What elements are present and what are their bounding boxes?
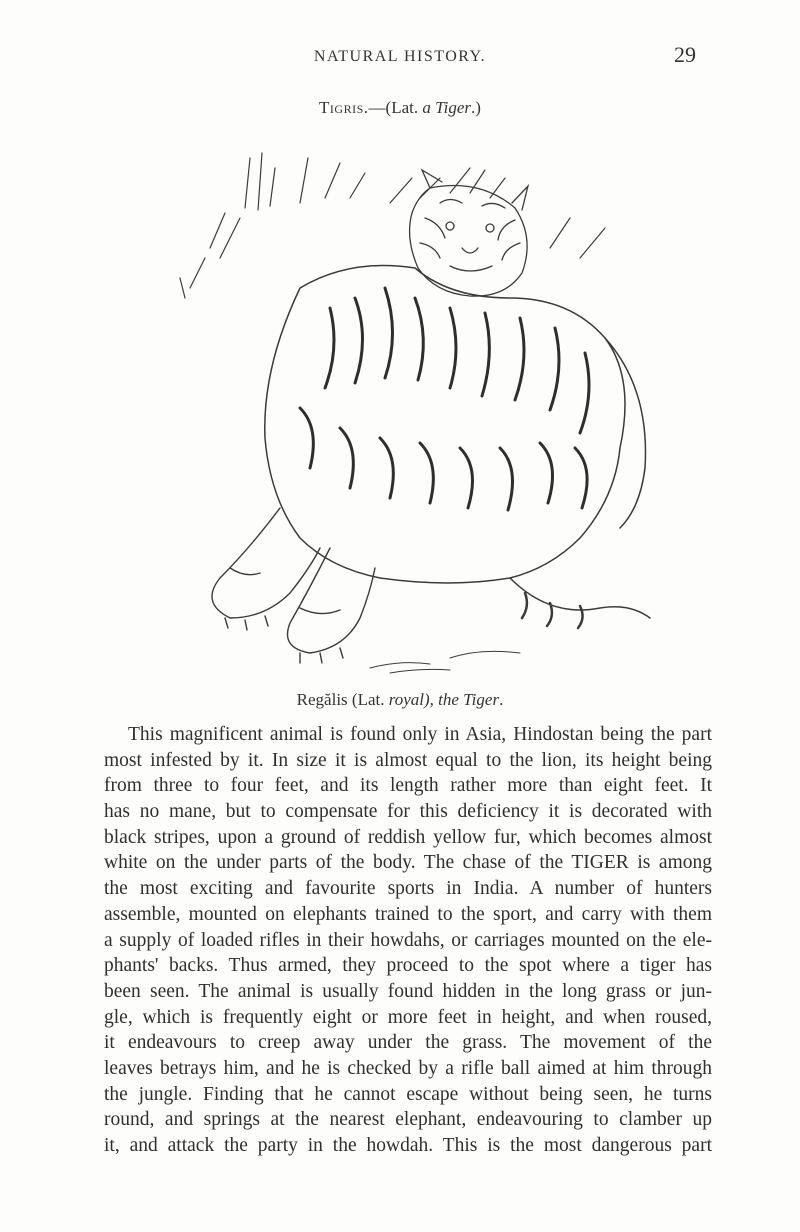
plate-caption bbox=[0, 690, 800, 710]
page-number: 29 bbox=[674, 42, 696, 67]
plate-title-italic: a Tiger bbox=[422, 98, 472, 117]
grass-tufts bbox=[180, 153, 605, 298]
tiger-legs bbox=[212, 508, 375, 663]
text-line: white on the under parts of the body. The chase of the TIGER is among bbox=[104, 852, 712, 874]
text-line: the jungle. Finding that he cannot escape without being seen, he turns bbox=[104, 1083, 712, 1105]
caption-italic: royal), the Tiger bbox=[388, 690, 500, 709]
text-line: phants' backs. Thus armed, they proceed to the spot where a tiger has bbox=[104, 955, 712, 977]
plate-title-dash: —(Lat. bbox=[368, 98, 423, 117]
plate-title-close: .) bbox=[471, 98, 481, 117]
text-line: the most exciting and favourite sports in India. A number of hunters bbox=[104, 878, 712, 900]
text-line: has no mane, but to compensate for this deficiency it is decorated with bbox=[104, 801, 712, 823]
text-line: from three to four feet, and its length rather more than eight feet. It bbox=[104, 775, 712, 797]
ground-lines bbox=[370, 651, 520, 673]
text-line: been seen. The animal is usually found hidden in the long grass or jun- bbox=[104, 980, 712, 1002]
tiger-stripes bbox=[300, 288, 589, 510]
text-line: it, and attack the party in the howdah. This is the most dangerous part bbox=[104, 1135, 712, 1156]
text-line: most infested by it. In size it is almost equal to the lion, its height being bbox=[104, 749, 712, 771]
text-line: This magnificent animal is found only in Asia, Hindostan being the part bbox=[128, 724, 712, 745]
text-line: round, and springs at the nearest elephant, endeavouring to clamber up bbox=[104, 1109, 712, 1131]
tiger-illustration bbox=[150, 148, 670, 680]
body-text bbox=[104, 722, 712, 1159]
text-line: gle, which is frequently eight or more feet in height, and when roused, bbox=[104, 1006, 712, 1028]
text-line: black stripes, upon a ground of reddish yellow fur, which becomes almost bbox=[104, 826, 712, 848]
caption-name: Regălis (Lat. bbox=[296, 690, 389, 709]
plate-title-name: Tigris. bbox=[319, 98, 369, 117]
running-head: NATURAL HISTORY. bbox=[313, 48, 487, 65]
text-line: leaves betrays him, and he is checked by a rifle ball aimed at him through bbox=[104, 1057, 712, 1079]
caption-close: . bbox=[499, 690, 504, 709]
text-line: it endeavours to creep away under the grass. The movement of the bbox=[104, 1032, 712, 1054]
text-line: a supply of loaded rifles in their howdahs, or carriages mounted on the ele- bbox=[104, 929, 712, 951]
plate-title bbox=[0, 98, 800, 118]
tiger-tail bbox=[510, 578, 650, 628]
tiger-body bbox=[265, 266, 646, 584]
text-line: assemble, mounted on elephants trained to the sport, and carry with them bbox=[104, 903, 712, 925]
